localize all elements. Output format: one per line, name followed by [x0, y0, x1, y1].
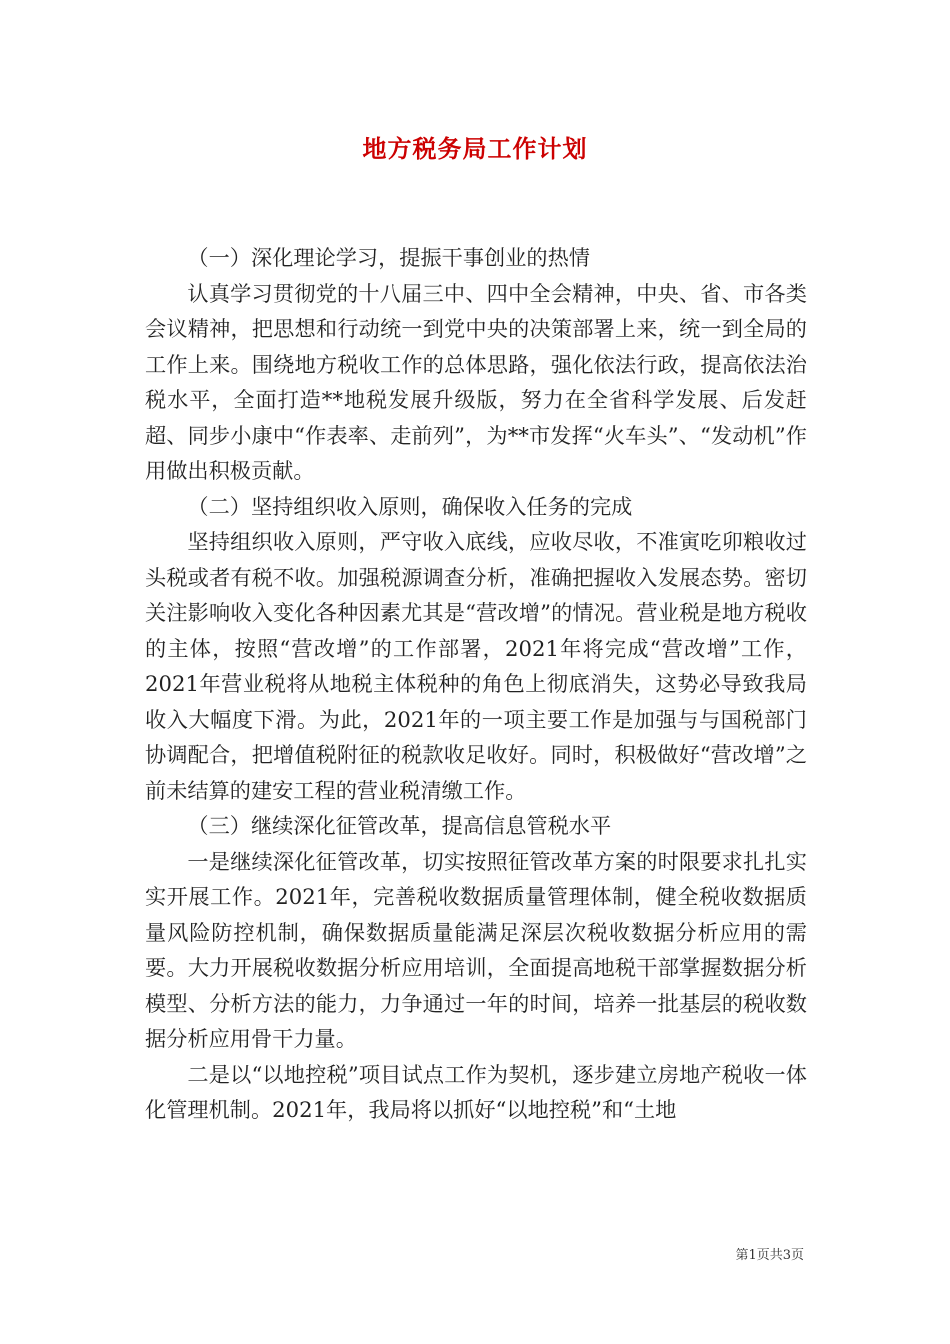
paragraph-1: 认真学习贯彻党的十八届三中、四中全会精神，中央、省、市各类会议精神，把思想和行动统一到党中央的决策部署上来，统一到全局的工作上来。围绕地方税收工作的总体思路，强化依法行政，提高依法治税水平，全面打造**地税发展升级版，努力在全省科学发展、后发赶超、同步小康中“作表率、走前列”，为**市发挥“火车头”、“发动机”作用做出积极贡献。 — [145, 280, 807, 483]
section-heading-1: （一）深化理论学习，提振干事创业的热情 — [187, 245, 590, 270]
paragraph-2: 坚持组织收入原则，严守收入底线，应收尽收，不准寅吃卯粮收过头税或者有税不收。加强税源调查分析，准确把握收入发展态势。密切关注影响收入变化各种因素尤其是“营改增”的情况。营业税是地方税收的主体，按照“营改增”的工作部署，2021年将完成“营改增”工作，2021年营业税将从地税主体税种的角色上彻底消失，这势必导致我局收入大幅度下滑。为此，2021年的一项主要工作是加强与与国税部门协调配合，把增值税附征的税款收足收好。同时，积极做好“营改增”之前未结算的建安工程的营业税清缴工作。 — [145, 529, 807, 803]
section-heading-3: （三）继续深化征管改革，提高信息管税水平 — [187, 813, 612, 838]
page-number: 第1页共3页 — [735, 1248, 804, 1263]
paragraph-3: 一是继续深化征管改革，切实按照征管改革方案的时限要求扎扎实实开展工作。2021年，完善税收数据质量管理体制，健全税收数据质量风险防控机制，确保数据质量能满足深层次税收数据分析应用的需要。大力开展税收数据分析应用培训，全面提高地税干部掌握数据分析模型、分析方法的能力，力争通过一年的时间，培养一批基层的税收数据分析应用骨干力量。 — [145, 848, 807, 1051]
document-title: 地方税务局工作计划 — [362, 134, 588, 163]
paragraph-4: 二是以“以地控税”项目试点工作为契机，逐步建立房地产税收一体化管理机制。2021年，我局将以抓好“以地控税”和“土地 — [145, 1061, 807, 1122]
document-body — [145, 240, 807, 1128]
section-heading-2: （二）坚持组织收入原则，确保收入任务的完成 — [187, 493, 633, 519]
